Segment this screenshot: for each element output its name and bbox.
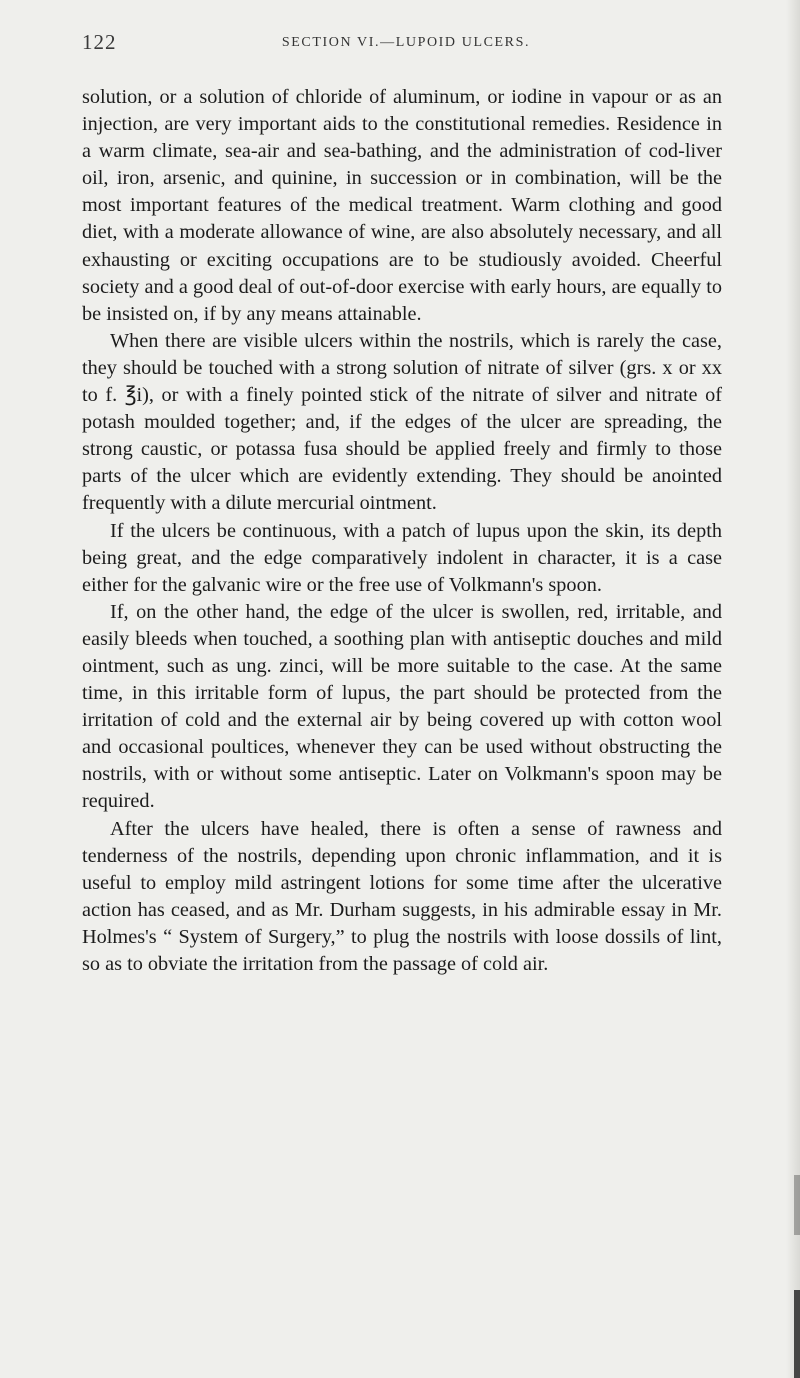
page-edge-mark <box>794 1175 800 1235</box>
running-head: SECTION VI.—LUPOID ULCERS. <box>281 35 531 50</box>
paragraph-after-healing: After the ulcers have healed, there is often a sense of rawness and tenderness of the nostrils, depending upon chronic inflammation, and it is useful to employ mild astringent lotions for some time after the ulcerative action has ceased, and as Mr. Durham suggests, in his admirable essay in Mr. Holmes's “ System of Surgery,” to plug the nostrils with loose dossils of lint, so as to obviate the irritation from the passage of cold air. <box>82 817 722 975</box>
page-number: 122 <box>82 30 117 54</box>
body-text <box>82 84 722 978</box>
page-header <box>82 30 722 60</box>
paragraph-irritable-lupus: If, on the other hand, the edge of the ulcer is swollen, red, irritable, and easily bleeds when touched, a soothing plan with antiseptic douches and mild ointment, such as ung. zinci, will be more suitable to the case. At the same time, in this irritable form of lupus, the part should be protected from the irritation of cold and the external air by being covered up with cotton wool and occasional poultices, whenever they can be used without obstructing the nostrils, with or without some antiseptic. Later on Volkmann's spoon may be required. <box>82 600 722 813</box>
page-edge-mark <box>794 1290 800 1378</box>
paragraph-continuous-ulcers: If the ulcers be continuous, with a patch of lupus upon the skin, its depth being great, and the edge comparatively indolent in character, it is a case either for the galvanic wire or the free use of Volkmann's spoon. <box>82 519 722 596</box>
paragraph-visible-ulcers: When there are visible ulcers within the nostrils, which is rarely the case, they should be touched with a strong solution of nitrate of silver (grs. x or xx to f. ℥i), or with a finely pointed stick of the nitrate of silver and nitrate of potash moulded together; and, if the edges of the ulcer are spreading, the strong caustic, or potassa fusa should be applied freely and firmly to those parts of the ulcer which are evidently extending. They should be anointed frequently with a dilute mercurial ointment. <box>82 329 722 515</box>
paragraph-continued: solution, or a solution of chloride of aluminum, or iodine in vapour or as an injection, are very important aids to the constitutional remedies. Residence in a warm climate, sea-air and sea-bathing, and the administration of cod-liver oil, iron, arsenic, and quinine, in succession or in combination, will be the most important features of the medical treatment. Warm clothing and good diet, with a moderate allowance of wine, are also absolutely necessary, and all exhausting or exciting occupations are to be studiously avoided. Cheerful society and a good deal of out-of-door exercise with early hours, are equally to be insisted on, if by any means attainable. <box>82 86 722 325</box>
page-edge-shadow <box>786 0 800 1378</box>
